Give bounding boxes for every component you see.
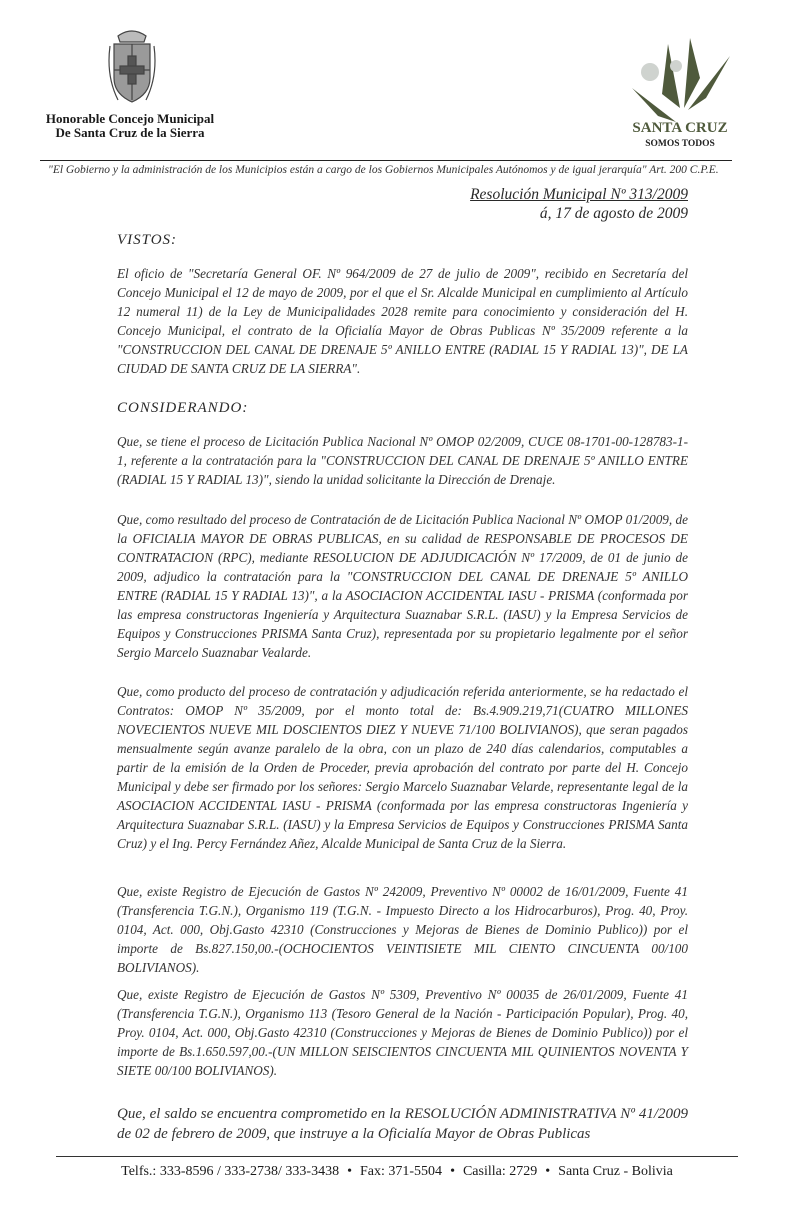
brand-slogan: SOMOS TODOS xyxy=(645,139,715,149)
footer-separator: • xyxy=(545,1164,551,1179)
resolution-date: á, 17 de agosto de 2009 xyxy=(539,205,688,222)
considerando-paragraph: Que, se tiene el proceso de Licitación Publica Nacional Nº OMOP 02/2009, CUCE 08-1701-00-128783-1-1, referente a la contratación para la "CONSTRUCCION DEL CANAL DE DRENAJE 5º ANILLO ENTRE (RADIAL 15 Y RADIAL 13)", siendo la unidad solicitante la Dirección de Drenaje. xyxy=(117,434,688,487)
council-name xyxy=(40,112,220,140)
footer-separator: • xyxy=(347,1164,352,1179)
footer-fax: Fax: 371-5504 xyxy=(360,1164,443,1179)
vistos-heading: VISTOS: xyxy=(117,232,178,248)
municipal-seal-emblem xyxy=(104,26,160,110)
santa-cruz-logo xyxy=(628,38,732,156)
council-name-line2: De Santa Cruz de la Sierra xyxy=(55,125,205,140)
resolution-title: Resolución Municipal Nº 313/2009 xyxy=(470,186,688,203)
footer-box: Casilla: 2729 xyxy=(462,1164,538,1179)
council-name-line1: Honorable Concejo Municipal xyxy=(45,111,215,126)
considerando-paragraph: Que, como producto del proceso de contratación y adjudicación referida anteriormente, se ha redactado el Contratos: OMOP Nº 35/2009, por el monto total de: Bs.4.909.219,71(CUATRO MILLONES NOVECIENTOS NUEVE MIL DOSCIENTOS DIEZ Y NUEVE 71/100 BOLIVIANOS), que seran pagados mensualmente según avanze paralelo de la obra, con un plazo de 240 días calendarios, computables a partir de la emisión de la Orden de Proceder, previa aprobación del contrato por parte del H. Concejo Municipal y debe ser firmado por los señores: Sergio Marcelo Suaznabar Velarde, representante legal de la ASOCIACION ACCIDENTAL IASU - PRISMA (conformada por las empresa constructoras Ingeniería y Arquitectura Suaznabar S.R.L. (IASU) y la Empresa Servicios de Equipos y Construcciones PRISMA Santa Cruz) y el Ing. Percy Fernández Añez, Alcalde Municipal de Santa Cruz de la Sierra. xyxy=(117,684,688,851)
considerando-paragraph: Que, existe Registro de Ejecución de Gastos Nº 242009, Preventivo Nº 00002 de 16/01/2009, Fuente 41 (Transferencia T.G.N.), Organismo 119 (T.G.N. - Impuesto Directo a los Hidrocarburos), Prog. 40, Proy. 0104, Act. 000, Obj.Gasto 42310 (Construcciones y Mejoras de Bienes de Dominio Publico)) por el importe de Bs.827.150,00.-(OCHOCIENTOS VEINTISIETE MIL CIENTO CINCUENTA 00/100 BOLIVIANOS). xyxy=(117,884,688,975)
considerando-paragraph: Que, el saldo se encuentra comprometido en la RESOLUCIÓN ADMINISTRATIVA Nº 41/2009 de 02 de febrero de 2009, que instruye a la Oficialía Mayor de Obras Publicas xyxy=(117,1106,688,1142)
vistos-paragraph: El oficio de "Secretaría General OF. Nº 964/2009 de 27 de julio de 2009", recibido en Secretaría del Concejo Municipal el 12 de mayo de 2009, por el que el Sr. Alcalde Municipal en cumplimiento al Artículo 12 numeral 11) de la Ley de Municipalidades 2028 remite para conocimiento y consideración del H. Concejo Municipal, el contrato de la Oficialía Mayor de Obras Publicas Nº 35/2009 referente a la "CONSTRUCCION DEL CANAL DE DRENAJE 5º ANILLO ENTRE (RADIAL 15 Y RADIAL 13)", DE LA CIUDAD DE SANTA CRUZ DE LA SIERRA". xyxy=(117,266,688,376)
considerando-paragraph: Que, como resultado del proceso de Contratación de de Licitación Publica Nacional Nº OMOP 01/2009, de la OFICIALIA MAYOR DE OBRAS PUBLICAS, en su calidad de RESPONSABLE DE PROCESOS DE CONTRATACION (RPC), mediante RESOLUCION DE ADJUDICACIÓN Nº 17/2009, de 01 de junio de 2009, adjudico la contratación para la "CONSTRUCCION DEL CANAL DE DRENAJE 5º ANILLO ENTRE (RADIAL 15 Y RADIAL 13)", a la ASOCIACION ACCIDENTAL IASU - PRISMA (conformada por las empresa constructoras Ingeniería y Arquitectura Suaznabar S.R.L. (IASU) y la Empresa Servicios de Equipos y Construcciones PRISMA Santa Cruz), representada por su propietario legalmente por el señor Sergio Marcelo Suaznabar Vealarde. xyxy=(117,512,688,660)
footer-city: Santa Cruz - Bolivia xyxy=(558,1164,673,1179)
considerando-paragraph: Que, existe Registro de Ejecución de Gastos Nº 5309, Preventivo Nº 00035 de 26/01/2009, Fuente 41 (Transferencia T.G.N.), Organismo 113 (Tesoro General de la Nación - Participación Popular), Prog. 40, Proy. 0104, Act. 000, Obj.Gasto 42310 (Construcciones y Mejoras de Bienes de Dominio Publico)) por el importe de Bs.1.650.597,00.-(UN MILLON SEISCIENTOS CINCUENTA MIL QUINIENTOS NOVENTA Y SIETE 00/100 BOLIVIANOS). xyxy=(117,987,688,1078)
footer-contact xyxy=(56,1162,738,1182)
considerando-heading: CONSIDERANDO: xyxy=(117,400,249,416)
footer-phones: Telfs.: 333-8596 / 333-2738/ 333-3438 xyxy=(121,1164,340,1179)
footer-divider xyxy=(56,1156,738,1157)
footer-separator: • xyxy=(450,1164,455,1179)
brand-name: SANTA CRUZ xyxy=(632,120,728,136)
constitutional-quote: "El Gobierno y la administración de los Municipios están a cargo de los Gobiernos Municipales Autónomos y de igual jerarquía" Art. 200 C.P.E. xyxy=(48,164,719,176)
